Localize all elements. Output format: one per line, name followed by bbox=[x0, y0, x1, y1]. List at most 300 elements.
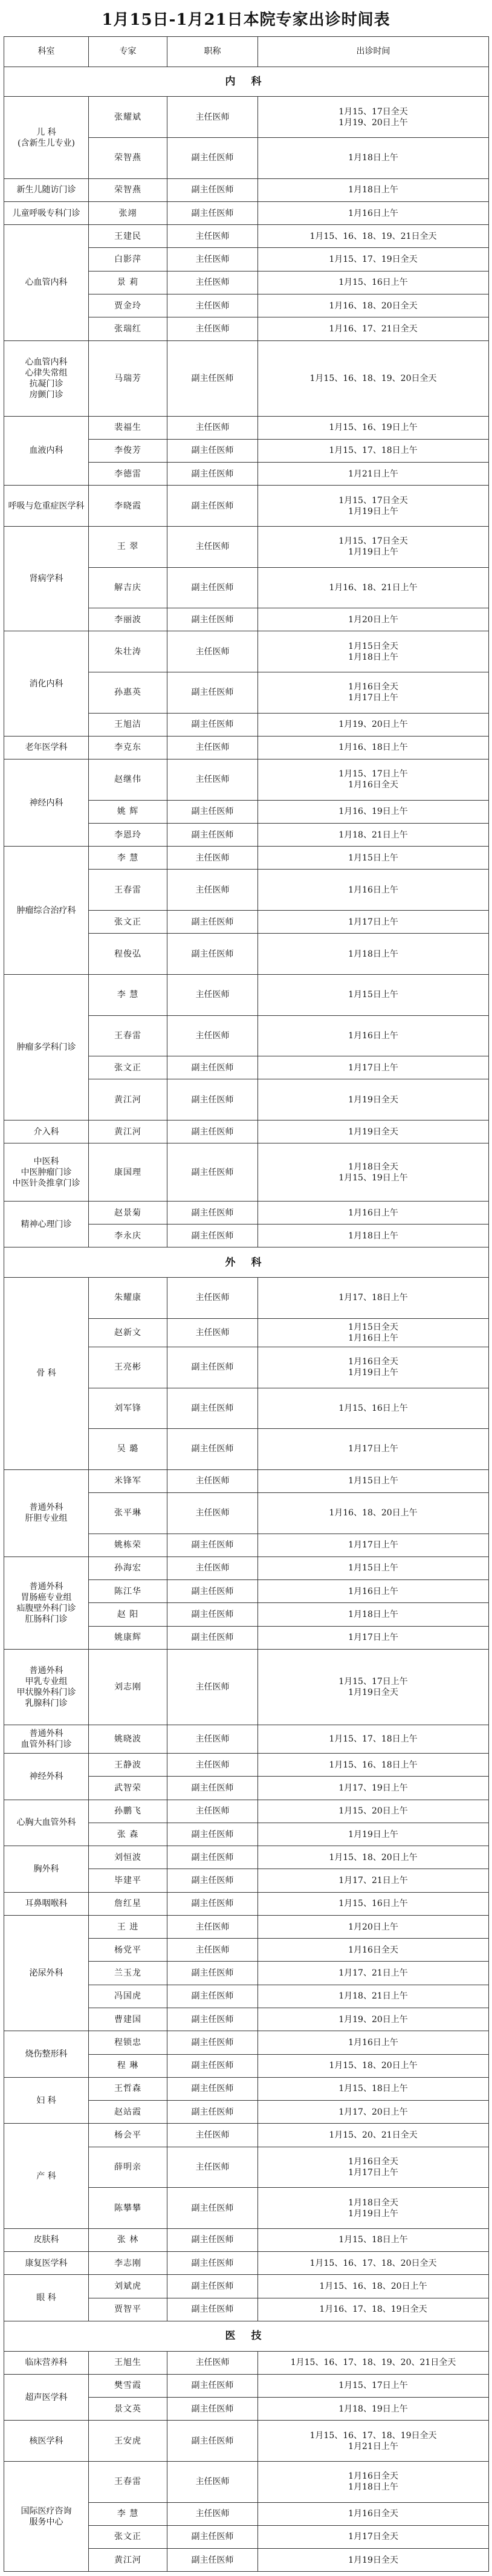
rank-cell: 主任医师 bbox=[167, 1725, 258, 1753]
time-cell: 1月15、17、18日上午 bbox=[258, 1725, 489, 1753]
time-cell: 1月17、20日上午 bbox=[258, 2101, 489, 2124]
rank-cell: 副主任医师 bbox=[167, 2398, 258, 2421]
table-row bbox=[4, 736, 489, 759]
table-row bbox=[4, 225, 489, 248]
doctor-cell: 武智荣 bbox=[89, 1777, 167, 1800]
time-cell: 1月17、21日上午 bbox=[258, 1962, 489, 1985]
rank-cell: 副主任医师 bbox=[167, 2549, 258, 2572]
time-cell: 1月19、20日上午 bbox=[258, 2008, 489, 2031]
dept-cell: 神经外科 bbox=[4, 1754, 89, 1800]
time-cell: 1月16日全天 bbox=[258, 1939, 489, 1962]
rank-cell: 副主任医师 bbox=[167, 463, 258, 486]
time-cell: 1月15、16日上午 bbox=[258, 271, 489, 294]
table-row bbox=[4, 526, 489, 567]
table-row bbox=[4, 201, 489, 224]
time-cell: 1月17、18日上午 bbox=[258, 1278, 489, 1319]
rank-cell: 副主任医师 bbox=[167, 1056, 258, 1079]
dept-cell: 眼 科 bbox=[4, 2275, 89, 2321]
doctor-cell: 裴福生 bbox=[89, 416, 167, 439]
doctor-cell: 李 慧 bbox=[89, 2502, 167, 2525]
time-cell: 1月15、18、20日上午 bbox=[258, 1846, 489, 1869]
table-row bbox=[4, 1754, 489, 1777]
rank-cell: 主任医师 bbox=[167, 759, 258, 801]
dept-cell: 核医学科 bbox=[4, 2421, 89, 2462]
doctor-cell: 黄江河 bbox=[89, 1120, 167, 1143]
time-cell: 1月15、17日上午 1月19日全天 bbox=[258, 1649, 489, 1725]
doctor-cell: 荣智燕 bbox=[89, 138, 167, 179]
rank-cell: 主任医师 bbox=[167, 225, 258, 248]
doctor-cell: 张 森 bbox=[89, 1823, 167, 1846]
doctor-cell: 张文正 bbox=[89, 1056, 167, 1079]
doctor-cell: 王哲森 bbox=[89, 2077, 167, 2100]
table-row bbox=[4, 1556, 489, 1579]
time-cell: 1月16日上午 bbox=[258, 201, 489, 224]
rank-cell: 主任医师 bbox=[167, 317, 258, 340]
dept-cell: 新生儿随访门诊 bbox=[4, 178, 89, 201]
time-cell: 1月19日全天 bbox=[258, 1120, 489, 1143]
dept-cell: 普通外科 肝胆专业组 bbox=[4, 1469, 89, 1556]
dept-cell: 心血管内科 bbox=[4, 225, 89, 340]
table-row bbox=[4, 2228, 489, 2251]
doctor-cell: 张耀斌 bbox=[89, 97, 167, 138]
dept-cell: 肿瘤综合治疗科 bbox=[4, 847, 89, 975]
rank-cell: 主任医师 bbox=[167, 271, 258, 294]
dept-cell: 国际医疗咨询 服务中心 bbox=[4, 2461, 89, 2571]
time-cell: 1月15日上午 bbox=[258, 847, 489, 870]
rank-cell: 主任医师 bbox=[167, 526, 258, 567]
time-cell: 1月19、20日上午 bbox=[258, 713, 489, 736]
doctor-cell: 毕建平 bbox=[89, 1869, 167, 1892]
time-cell: 1月19日全天 bbox=[258, 2549, 489, 2572]
rank-cell: 副主任医师 bbox=[167, 2228, 258, 2251]
dept-cell: 老年医学科 bbox=[4, 736, 89, 759]
time-cell: 1月16日上午 bbox=[258, 870, 489, 911]
rank-cell: 副主任医师 bbox=[167, 911, 258, 934]
table-row bbox=[4, 1278, 489, 1319]
time-cell: 1月15、16日上午 bbox=[258, 1388, 489, 1429]
rank-cell: 副主任医师 bbox=[167, 2374, 258, 2397]
table-row bbox=[4, 2374, 489, 2397]
time-cell: 1月18日全天 1月19日上午 bbox=[258, 2188, 489, 2229]
doctor-cell: 朱耀康 bbox=[89, 1278, 167, 1319]
time-cell: 1月15、16、19日上午 bbox=[258, 416, 489, 439]
doctor-cell: 景文英 bbox=[89, 2398, 167, 2421]
rank-cell: 副主任医师 bbox=[167, 1846, 258, 1869]
doctor-cell: 李恩玲 bbox=[89, 823, 167, 846]
rank-cell: 副主任医师 bbox=[167, 713, 258, 736]
rank-cell: 主任医师 bbox=[167, 1318, 258, 1347]
rank-cell: 主任医师 bbox=[167, 248, 258, 271]
rank-cell: 主任医师 bbox=[167, 2502, 258, 2525]
doctor-cell: 赵景菊 bbox=[89, 1201, 167, 1224]
time-cell: 1月15、17日全天 1月19日上午 bbox=[258, 486, 489, 527]
doctor-cell: 荣智燕 bbox=[89, 178, 167, 201]
rank-cell: 主任医师 bbox=[167, 416, 258, 439]
time-cell: 1月16日全天 1月17日上午 bbox=[258, 2147, 489, 2188]
time-cell: 1月15、16、18、20日上午 bbox=[258, 2275, 489, 2298]
section-title: 外 科 bbox=[4, 1247, 489, 1278]
time-cell: 1月15日全天 1月18日上午 bbox=[258, 631, 489, 672]
time-cell: 1月18、21日上午 bbox=[258, 823, 489, 846]
time-cell: 1月15、16、18、19、21日全天 bbox=[258, 225, 489, 248]
doctor-cell: 朱壮涛 bbox=[89, 631, 167, 672]
doctor-cell: 王建民 bbox=[89, 225, 167, 248]
time-cell: 1月15、17日上午 1月16日全天 bbox=[258, 759, 489, 801]
doctor-cell: 陈攀攀 bbox=[89, 2188, 167, 2229]
rank-cell: 副主任医师 bbox=[167, 1079, 258, 1120]
table-row bbox=[4, 340, 489, 416]
time-cell: 1月15、17、19日全天 bbox=[258, 248, 489, 271]
time-cell: 1月15、16日上午 bbox=[258, 1892, 489, 1915]
header-time: 出诊时间 bbox=[258, 37, 489, 67]
rank-cell: 副主任医师 bbox=[167, 178, 258, 201]
rank-cell: 主任医师 bbox=[167, 2461, 258, 2502]
time-cell: 1月16日上午 bbox=[258, 2031, 489, 2054]
table-row bbox=[4, 97, 489, 138]
doctor-cell: 贾智平 bbox=[89, 2298, 167, 2321]
time-cell: 1月15日上午 bbox=[258, 1556, 489, 1579]
doctor-cell: 樊雪霞 bbox=[89, 2374, 167, 2397]
table-row bbox=[4, 416, 489, 439]
time-cell: 1月16日全天 1月18日上午 bbox=[258, 2461, 489, 2502]
rank-cell: 副主任医师 bbox=[167, 439, 258, 462]
table-row bbox=[4, 1800, 489, 1823]
table-row bbox=[4, 2461, 489, 2502]
rank-cell: 副主任医师 bbox=[167, 2525, 258, 2548]
rank-cell: 副主任医师 bbox=[167, 2101, 258, 2124]
dept-cell: 中医科 中医肿瘤门诊 中医针灸推拿门诊 bbox=[4, 1143, 89, 1202]
dept-cell: 血液内科 bbox=[4, 416, 89, 486]
dept-cell: 精神心理门诊 bbox=[4, 1201, 89, 1247]
table-row bbox=[4, 1201, 489, 1224]
rank-cell: 主任医师 bbox=[167, 1915, 258, 1938]
doctor-cell: 孙惠英 bbox=[89, 672, 167, 713]
rank-cell: 主任医师 bbox=[167, 870, 258, 911]
time-cell: 1月17日上午 bbox=[258, 1429, 489, 1470]
time-cell: 1月17日上午 bbox=[258, 1626, 489, 1649]
time-cell: 1月15日上午 bbox=[258, 1469, 489, 1492]
doctor-cell: 赵新文 bbox=[89, 1318, 167, 1347]
rank-cell: 副主任医师 bbox=[167, 1143, 258, 1202]
table-row bbox=[4, 1469, 489, 1492]
rank-cell: 副主任医师 bbox=[167, 2054, 258, 2077]
doctor-cell: 张文正 bbox=[89, 911, 167, 934]
time-cell: 1月17日上午 bbox=[258, 911, 489, 934]
dept-cell: 胸外科 bbox=[4, 1846, 89, 1893]
doctor-cell: 李俊芳 bbox=[89, 439, 167, 462]
time-cell: 1月16日上午 bbox=[258, 1580, 489, 1603]
time-cell: 1月15、17日全天 1月19日上午 bbox=[258, 526, 489, 567]
doctor-cell: 王安虎 bbox=[89, 2421, 167, 2462]
rank-cell: 主任医师 bbox=[167, 294, 258, 317]
doctor-cell: 程锁忠 bbox=[89, 2031, 167, 2054]
doctor-cell: 王旭生 bbox=[89, 2351, 167, 2374]
doctor-cell: 王亮彬 bbox=[89, 1347, 167, 1388]
table-row bbox=[4, 2252, 489, 2275]
doctor-cell: 赵 阳 bbox=[89, 1603, 167, 1626]
dept-cell: 神经内科 bbox=[4, 759, 89, 847]
header-row bbox=[4, 37, 489, 67]
rank-cell: 副主任医师 bbox=[167, 1985, 258, 2008]
table-row bbox=[4, 631, 489, 672]
time-cell: 1月15日全天 1月16日上午 bbox=[258, 1318, 489, 1347]
dept-cell: 儿 科 (含新生儿专业) bbox=[4, 97, 89, 178]
header-doctor: 专家 bbox=[89, 37, 167, 67]
section-header-row bbox=[4, 67, 489, 97]
time-cell: 1月15、16、17、18、19、20、21日全天 bbox=[258, 2351, 489, 2374]
table-row bbox=[4, 759, 489, 801]
time-cell: 1月15、18、20日上午 bbox=[258, 2054, 489, 2077]
doctor-cell: 李丽波 bbox=[89, 608, 167, 631]
table-row bbox=[4, 2421, 489, 2462]
rank-cell: 主任医师 bbox=[167, 974, 258, 1015]
rank-cell: 副主任医师 bbox=[167, 340, 258, 416]
table-row bbox=[4, 1846, 489, 1869]
doctor-cell: 王春雷 bbox=[89, 870, 167, 911]
time-cell: 1月16日上午 bbox=[258, 1015, 489, 1056]
doctor-cell: 姚 辉 bbox=[89, 800, 167, 823]
time-cell: 1月18、19日上午 bbox=[258, 2398, 489, 2421]
time-cell: 1月16日全天 1月19日上午 bbox=[258, 1347, 489, 1388]
doctor-cell: 李 慧 bbox=[89, 847, 167, 870]
section-header-row bbox=[4, 2321, 489, 2351]
doctor-cell: 张平琳 bbox=[89, 1492, 167, 1534]
rank-cell: 主任医师 bbox=[167, 1469, 258, 1492]
time-cell: 1月16、17、18、19日全天 bbox=[258, 2298, 489, 2321]
doctor-cell: 赵继伟 bbox=[89, 759, 167, 801]
time-cell: 1月16、18、21日上午 bbox=[258, 567, 489, 608]
dept-cell: 普通外科 甲乳专业组 甲状腺外科门诊 乳腺科门诊 bbox=[4, 1649, 89, 1725]
rank-cell: 主任医师 bbox=[167, 1649, 258, 1725]
rank-cell: 主任医师 bbox=[167, 1278, 258, 1319]
rank-cell: 主任医师 bbox=[167, 1015, 258, 1056]
time-cell: 1月15、18日上午 bbox=[258, 2077, 489, 2100]
doctor-cell: 白影萍 bbox=[89, 248, 167, 271]
table-row bbox=[4, 1892, 489, 1915]
doctor-cell: 米锋军 bbox=[89, 1469, 167, 1492]
dept-cell: 儿童呼吸专科门诊 bbox=[4, 201, 89, 224]
rank-cell: 主任医师 bbox=[167, 1800, 258, 1823]
table-row bbox=[4, 974, 489, 1015]
doctor-cell: 李 慧 bbox=[89, 974, 167, 1015]
table-row bbox=[4, 178, 489, 201]
rank-cell: 主任医师 bbox=[167, 847, 258, 870]
doctor-cell: 王春雷 bbox=[89, 1015, 167, 1056]
time-cell: 1月20日上午 bbox=[258, 608, 489, 631]
doctor-cell: 黄江河 bbox=[89, 2549, 167, 2572]
dept-cell: 心血管内科 心律失常组 抗凝门诊 房颤门诊 bbox=[4, 340, 89, 416]
rank-cell: 副主任医师 bbox=[167, 2188, 258, 2229]
time-cell: 1月15、16、17、18、19日全天 1月21日上午 bbox=[258, 2421, 489, 2462]
section-header-row bbox=[4, 1247, 489, 1278]
rank-cell: 副主任医师 bbox=[167, 1892, 258, 1915]
doctor-cell: 孙鹏飞 bbox=[89, 1800, 167, 1823]
dept-cell: 耳鼻咽喉科 bbox=[4, 1892, 89, 1915]
dept-cell: 心胸大血管外科 bbox=[4, 1800, 89, 1846]
table-row bbox=[4, 2031, 489, 2054]
doctor-cell: 孙海宏 bbox=[89, 1556, 167, 1579]
dept-cell: 超声医学科 bbox=[4, 2374, 89, 2421]
doctor-cell: 李永庆 bbox=[89, 1225, 167, 1247]
rank-cell: 副主任医师 bbox=[167, 1120, 258, 1143]
table-row bbox=[4, 847, 489, 870]
doctor-cell: 刘斌虎 bbox=[89, 2275, 167, 2298]
doctor-cell: 刘军锋 bbox=[89, 1388, 167, 1429]
doctor-cell: 景 莉 bbox=[89, 271, 167, 294]
time-cell: 1月15、17日全天 1月19、20日上午 bbox=[258, 97, 489, 138]
table-row bbox=[4, 1120, 489, 1143]
rank-cell: 副主任医师 bbox=[167, 1626, 258, 1649]
doctor-cell: 李志刚 bbox=[89, 2252, 167, 2275]
doctor-cell: 张瑞红 bbox=[89, 317, 167, 340]
rank-cell: 副主任医师 bbox=[167, 1823, 258, 1846]
time-cell: 1月16、18、20日上午 bbox=[258, 1492, 489, 1534]
section-title: 内 科 bbox=[4, 67, 489, 97]
dept-cell: 普通外科 胃肠癌专业组 疝腹壁外科门诊 肛肠科门诊 bbox=[4, 1556, 89, 1649]
schedule-table bbox=[4, 36, 489, 2572]
dept-cell: 肿瘤多学科门诊 bbox=[4, 974, 89, 1120]
doctor-cell: 姚康辉 bbox=[89, 1626, 167, 1649]
rank-cell: 主任医师 bbox=[167, 736, 258, 759]
doctor-cell: 杨会平 bbox=[89, 2124, 167, 2147]
rank-cell: 主任医师 bbox=[167, 1556, 258, 1579]
doctor-cell: 李克东 bbox=[89, 736, 167, 759]
dept-cell: 临床营养科 bbox=[4, 2351, 89, 2374]
doctor-cell: 程俊弘 bbox=[89, 934, 167, 975]
rank-cell: 主任医师 bbox=[167, 2351, 258, 2374]
time-cell: 1月21日上午 bbox=[258, 463, 489, 486]
doctor-cell: 王 进 bbox=[89, 1915, 167, 1938]
time-cell: 1月15、16、18、19、20日全天 bbox=[258, 340, 489, 416]
doctor-cell: 张翊 bbox=[89, 201, 167, 224]
dept-cell: 消化内科 bbox=[4, 631, 89, 736]
rank-cell: 副主任医师 bbox=[167, 608, 258, 631]
rank-cell: 副主任医师 bbox=[167, 567, 258, 608]
doctor-cell: 贾金玲 bbox=[89, 294, 167, 317]
dept-cell: 呼吸与危重症医学科 bbox=[4, 486, 89, 527]
table-row bbox=[4, 1649, 489, 1725]
dept-cell: 泌尿外科 bbox=[4, 1915, 89, 2031]
table-row bbox=[4, 1143, 489, 1202]
time-cell: 1月15、16、17、18、20日全天 bbox=[258, 2252, 489, 2275]
time-cell: 1月17、19日上午 bbox=[258, 1777, 489, 1800]
time-cell: 1月18日上午 bbox=[258, 138, 489, 179]
rank-cell: 主任医师 bbox=[167, 2147, 258, 2188]
rank-cell: 副主任医师 bbox=[167, 800, 258, 823]
doctor-cell: 程 琳 bbox=[89, 2054, 167, 2077]
doctor-cell: 杨党平 bbox=[89, 1939, 167, 1962]
rank-cell: 副主任医师 bbox=[167, 2252, 258, 2275]
rank-cell: 副主任医师 bbox=[167, 201, 258, 224]
doctor-cell: 王旭洁 bbox=[89, 713, 167, 736]
doctor-cell: 詹红星 bbox=[89, 1892, 167, 1915]
time-cell: 1月19日全天 bbox=[258, 1079, 489, 1120]
doctor-cell: 刘志刚 bbox=[89, 1649, 167, 1725]
doctor-cell: 李晓霞 bbox=[89, 486, 167, 527]
header-dept: 科室 bbox=[4, 37, 89, 67]
rank-cell: 副主任医师 bbox=[167, 1869, 258, 1892]
time-cell: 1月17日上午 bbox=[258, 1534, 489, 1556]
time-cell: 1月17日全天 bbox=[258, 2525, 489, 2548]
rank-cell: 主任医师 bbox=[167, 1492, 258, 1534]
rank-cell: 副主任医师 bbox=[167, 1534, 258, 1556]
doctor-cell: 康国理 bbox=[89, 1143, 167, 1202]
rank-cell: 主任医师 bbox=[167, 1939, 258, 1962]
doctor-cell: 赵站霞 bbox=[89, 2101, 167, 2124]
rank-cell: 副主任医师 bbox=[167, 1777, 258, 1800]
rank-cell: 副主任医师 bbox=[167, 1962, 258, 1985]
doctor-cell: 王 翠 bbox=[89, 526, 167, 567]
doctor-cell: 王春雷 bbox=[89, 2461, 167, 2502]
header-rank: 职称 bbox=[167, 37, 258, 67]
dept-cell: 康复医学科 bbox=[4, 2252, 89, 2275]
time-cell: 1月18、21日上午 bbox=[258, 1985, 489, 2008]
doctor-cell: 冯国虎 bbox=[89, 1985, 167, 2008]
time-cell: 1月16、18、20日全天 bbox=[258, 294, 489, 317]
doctor-cell: 黄江河 bbox=[89, 1079, 167, 1120]
dept-cell: 妇 科 bbox=[4, 2077, 89, 2124]
rank-cell: 副主任医师 bbox=[167, 486, 258, 527]
dept-cell: 介入科 bbox=[4, 1120, 89, 1143]
rank-cell: 主任医师 bbox=[167, 2124, 258, 2147]
time-cell: 1月17、21日上午 bbox=[258, 1869, 489, 1892]
page-title: 1月15日-1月21日本院专家出诊时间表 bbox=[102, 10, 390, 29]
rank-cell: 副主任医师 bbox=[167, 1603, 258, 1626]
rank-cell: 副主任医师 bbox=[167, 2275, 258, 2298]
rank-cell: 副主任医师 bbox=[167, 138, 258, 179]
dept-cell: 普通外科 血管外科门诊 bbox=[4, 1725, 89, 1753]
dept-cell: 肾病学科 bbox=[4, 526, 89, 631]
table-row bbox=[4, 2351, 489, 2374]
time-cell: 1月17日上午 bbox=[258, 1056, 489, 1079]
rank-cell: 副主任医师 bbox=[167, 1347, 258, 1388]
rank-cell: 副主任医师 bbox=[167, 1225, 258, 1247]
time-cell: 1月16日全天 bbox=[258, 2502, 489, 2525]
rank-cell: 副主任医师 bbox=[167, 934, 258, 975]
time-cell: 1月16日上午 bbox=[258, 1201, 489, 1224]
time-cell: 1月18日上午 bbox=[258, 1225, 489, 1247]
schedule-body bbox=[4, 67, 489, 2572]
rank-cell: 主任医师 bbox=[167, 1754, 258, 1777]
time-cell: 1月16、18日上午 bbox=[258, 736, 489, 759]
rank-cell: 主任医师 bbox=[167, 631, 258, 672]
doctor-cell: 王静波 bbox=[89, 1754, 167, 1777]
table-row bbox=[4, 2124, 489, 2147]
dept-cell: 产 科 bbox=[4, 2124, 89, 2228]
doctor-cell: 曹建国 bbox=[89, 2008, 167, 2031]
rank-cell: 副主任医师 bbox=[167, 672, 258, 713]
rank-cell: 副主任医师 bbox=[167, 2031, 258, 2054]
rank-cell: 副主任医师 bbox=[167, 823, 258, 846]
rank-cell: 副主任医师 bbox=[167, 2008, 258, 2031]
time-cell: 1月18日上午 bbox=[258, 1603, 489, 1626]
dept-cell: 烧伤整形科 bbox=[4, 2031, 89, 2078]
doctor-cell: 李德雷 bbox=[89, 463, 167, 486]
time-cell: 1月15、18日上午 bbox=[258, 2228, 489, 2251]
time-cell: 1月15、17日上午 bbox=[258, 2374, 489, 2397]
doctor-cell: 吴 璐 bbox=[89, 1429, 167, 1470]
dept-cell: 皮肤科 bbox=[4, 2228, 89, 2251]
rank-cell: 副主任医师 bbox=[167, 2077, 258, 2100]
doctor-cell: 兰玉龙 bbox=[89, 1962, 167, 1985]
doctor-cell: 马瑞芳 bbox=[89, 340, 167, 416]
rank-cell: 副主任医师 bbox=[167, 2421, 258, 2462]
time-cell: 1月15、17、18日上午 bbox=[258, 439, 489, 462]
table-row bbox=[4, 486, 489, 527]
doctor-cell: 张 林 bbox=[89, 2228, 167, 2251]
doctor-cell: 刘恒波 bbox=[89, 1846, 167, 1869]
time-cell: 1月15、16、18日上午 bbox=[258, 1754, 489, 1777]
